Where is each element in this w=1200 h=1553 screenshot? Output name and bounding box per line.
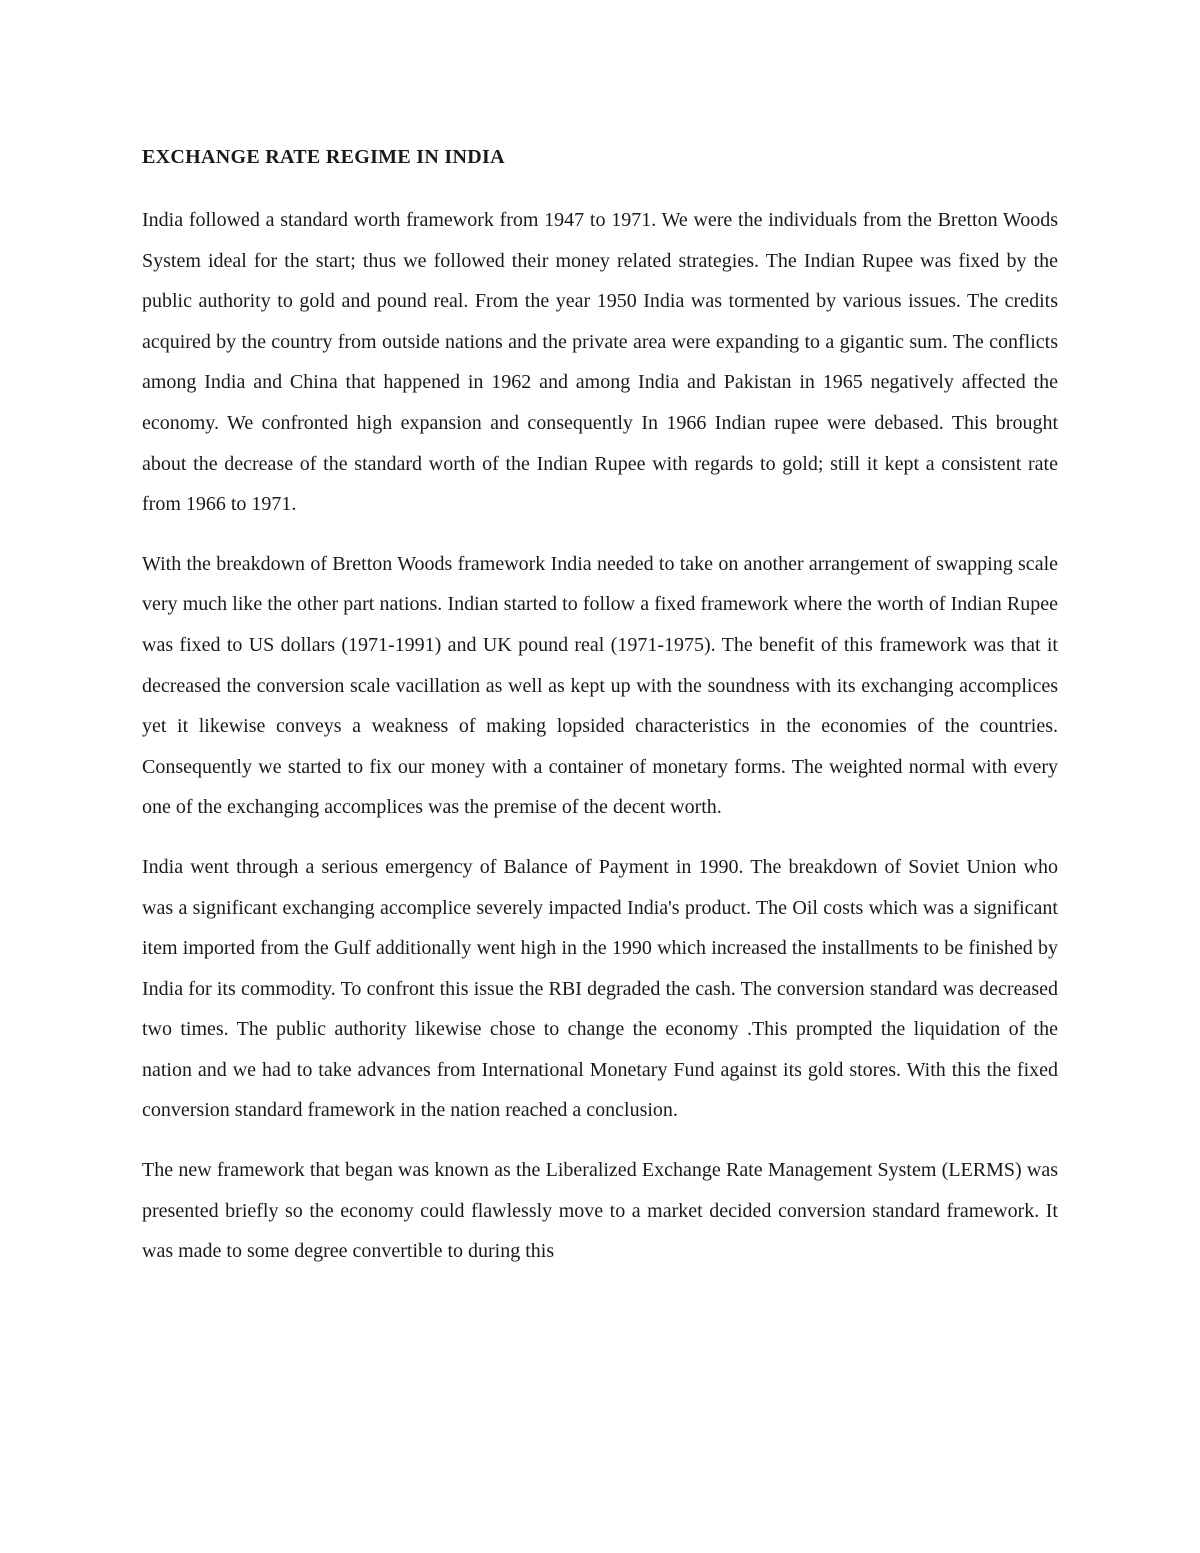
document-body [142, 140, 1058, 1272]
paragraph-lerms: The new framework that began was known as the Liberalized Exchange Rate Management System (LERMS) was presented briefly so the economy could flawlessly move to a market decided conversion standard framework. It was made to some degree convertible to during this [142, 1159, 1058, 1263]
paragraph-balance-of-payment-crisis: India went through a serious emergency of Balance of Payment in 1990. The breakdown of Soviet Union who was a significant exchanging accomplice severely impacted India's product. The Oil costs which was a significant item imported from the Gulf additionally went high in the 1990 which increased the installments to be finished by India for its commodity. To confront this issue the RBI degraded the cash. The conversion standard was decreased two times. The public authority likewise chose to change the economy .This prompted the liquidation of the nation and we had to take advances from International Monetary Fund against its gold stores. With this the fixed conversion standard framework in the nation reached a conclusion. [142, 855, 1058, 1122]
paragraph-fixed-gold-standard: India followed a standard worth framework from 1947 to 1971. We were the individuals from the Bretton Woods System ideal for the start; thus we followed their money related strategies. The Indian Rupee was fixed by the public authority to gold and pound real. From the year 1950 India was tormented by various issues. The credits acquired by the country from outside nations and the private area were expanding to a gigantic sum. The conflicts among India and China that happened in 1962 and among India and Pakistan in 1965 negatively affected the economy. We confronted high expansion and consequently In 1966 Indian rupee were debased. This brought about the decrease of the standard worth of the Indian Rupee with regards to gold; still it kept a consistent rate from 1966 to 1971. [142, 209, 1058, 516]
document-title: EXCHANGE RATE REGIME IN INDIA [142, 146, 505, 168]
paragraph-bretton-woods-breakdown: With the breakdown of Bretton Woods framework India needed to take on another arrangement of swapping scale very much like the other part nations. Indian started to follow a fixed framework where the worth of Indian Rupee was fixed to US dollars (1971-1991) and UK pound real (1971-1975). The benefit of this framework was that it decreased the conversion scale vacillation as well as kept up with the soundness with its exchanging accomplices yet it likewise conveys a weakness of making lopsided characteristics in the economies of the countries. Consequently we started to fix our money with a container of monetary forms. The weighted normal with every one of the exchanging accomplices was the premise of the decent worth. [142, 552, 1058, 819]
